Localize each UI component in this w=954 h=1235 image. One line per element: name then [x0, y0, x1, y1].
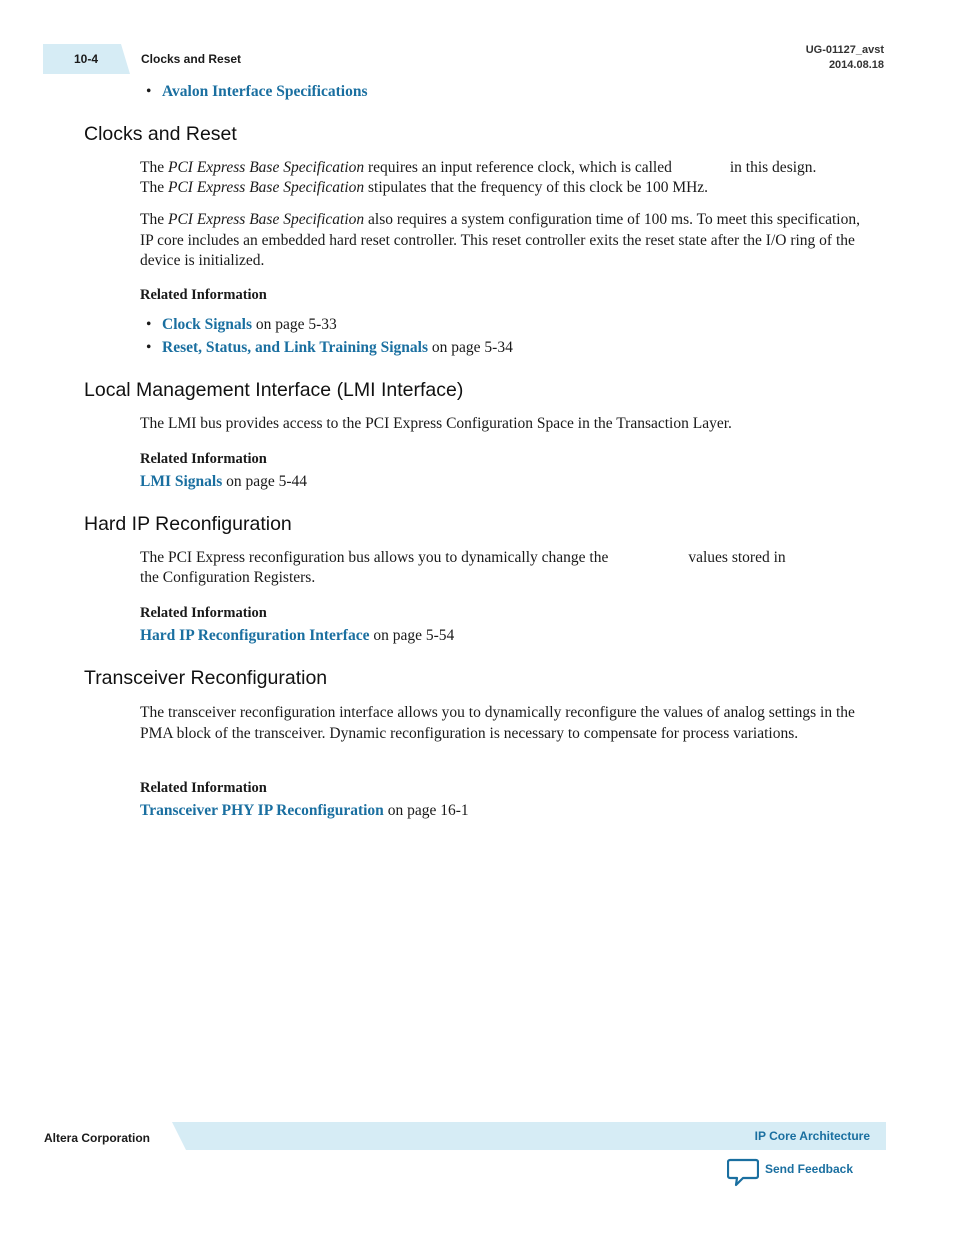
bullet-dot: •: [146, 83, 152, 100]
hardip-paragraph-line-1: The PCI Express reconfiguration bus allows you to dynamically change the values stored in: [140, 549, 786, 566]
hardip-related-line: Hard IP Reconfiguration Interface on page 5-54: [140, 627, 455, 644]
section-heading-hardip: Hard IP Reconfiguration: [84, 513, 292, 535]
lmi-signals-link[interactable]: LMI Signals: [140, 473, 223, 490]
section-heading-xcvr: Transceiver Reconfiguration: [84, 667, 328, 689]
xcvr-phy-reconfig-link[interactable]: Transceiver PHY IP Reconfiguration: [140, 802, 384, 819]
feedback-bubble-icon[interactable]: [727, 1158, 759, 1188]
related-info-label: Related Information: [140, 451, 267, 467]
doc-date: 2014.08.18: [828, 59, 884, 71]
clocks-paragraph-line-2: The PCI Express Base Specification stipulates that the frequency of this clock be 100 MHz.: [140, 179, 709, 196]
running-section-title: Clocks and Reset: [141, 52, 242, 66]
footer-company: Altera Corporation: [44, 1131, 151, 1145]
xcvr-related-line: Transceiver PHY IP Reconfiguration on page 16-1: [140, 802, 469, 819]
related-info-label: Related Information: [140, 605, 267, 621]
related-info-label: Related Information: [140, 287, 267, 303]
bullet-dot: •: [146, 339, 152, 356]
hardip-reconfig-link[interactable]: Hard IP Reconfiguration Interface: [140, 627, 370, 644]
document-id: [806, 43, 884, 73]
xcvr-paragraph: The transceiver reconfiguration interface allows you to dynamically reconfigure the values of analog settings in the PMA block of the transceiver. Dynamic reconfiguration is necessary to compensate for process variations.: [140, 704, 855, 742]
lmi-paragraph: The LMI bus provides access to the PCI Express Configuration Space in the Transaction Layer.: [140, 415, 732, 432]
clocks-paragraph-line-1: The PCI Express Base Specification requires an input reference clock, which is called in this design.: [140, 159, 817, 176]
doc-id-code: UG-01127_avst: [805, 44, 884, 56]
section-heading-lmi: Local Management Interface (LMI Interface): [84, 379, 464, 401]
section-heading-clocks: Clocks and Reset: [84, 123, 237, 145]
bullet-dot: •: [146, 316, 152, 333]
clock-signals-link[interactable]: Clock Signals: [162, 316, 253, 333]
hardip-paragraph-line-2: the Configuration Registers.: [140, 569, 316, 586]
footer-chapter-title: IP Core Architecture: [754, 1129, 870, 1143]
page-number: 10-4: [74, 52, 99, 66]
avalon-spec-link[interactable]: Avalon Interface Specifications: [162, 83, 368, 100]
send-feedback-link[interactable]: Send Feedback: [765, 1162, 854, 1176]
lmi-related-line: LMI Signals on page 5-44: [140, 473, 308, 490]
reset-status-link[interactable]: Reset, Status, and Link Training Signals: [162, 339, 429, 356]
clocks-paragraph-2: The PCI Express Base Specification also requires a system configuration time of 100 ms. To meet this specification, IP core includes an embedded hard reset controller. This reset controller exits the reset state after the I/O ring of the device is initialized.: [140, 211, 860, 269]
related-info-label: Related Information: [140, 780, 267, 796]
